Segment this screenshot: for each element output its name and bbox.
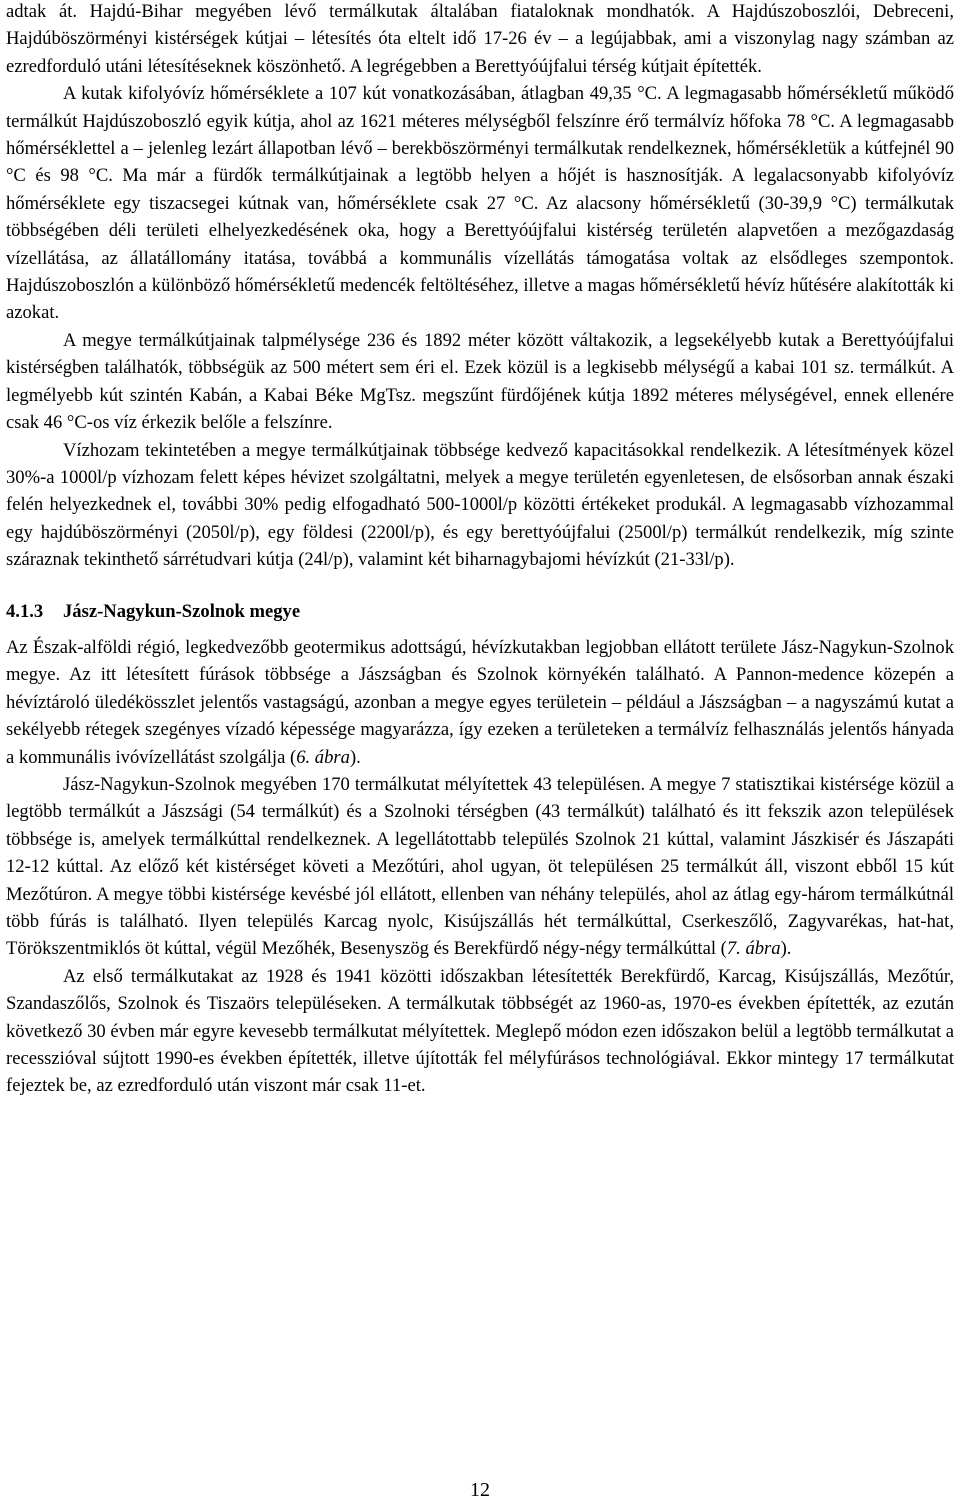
section-number: 4.1.3: [6, 600, 44, 622]
paragraph-text: adtak át. Hajdú-Bihar megyében lévő termálkutak általában fiataloknak mondhatók. A Hajdúszoboszlói, Debreceni, Hajdúböszörményi kistérségek kútjai – létesítés óta eltelt idő 17-26 év – a legújabbak, ami a viszonylag nagy számban az ezredforduló utáni létesítéseknek köszönhető. A legrégebben a Berettyóújfalui térség kútjait építették.: [6, 1, 954, 77]
paragraph: [6, 327, 954, 437]
paragraph: [6, 437, 954, 574]
paragraphs-after-heading: [6, 634, 954, 1100]
page-number: 12: [470, 1479, 490, 1501]
paragraph-text: Vízhozam tekintetében a megye termálkútjainak többsége kedvező kapacitásokkal rendelkezik. A létesítmények közel 30%-a 1000l/p vízhozam felett képes hévizet szolgáltatni, melyek a megye területén egyenletesen, de elsősorban annak északi felén helyezkednek el, további 30% pedig elfogadható 500-1000l/p közötti értékeket produkál. A legmagasabb vízhozammal egy hajdúböszörményi (2050l/p), egy földesi (2200l/p), és egy berettyóújfalui (2500l/p) termálkút rendelkezik, míg szinte száraznak tekinthető sárrétudvari kútja (24l/p), valamint két biharnagybajomi hévízkút (21-33l/p).: [6, 439, 954, 571]
paragraph-text: ).: [780, 938, 792, 960]
paragraph-text: ).: [349, 746, 361, 768]
paragraph-text: Jász-Nagykun-Szolnok megyében 170 termálkutat mélyítettek 43 településen. A megye 7 statisztikai kistérsége közül a legtöbb termálkút a Jászsági (54 termálkút) és a Szolnoki térségben (43 termálkút) található és itt fekszik azon települések többsége is, amelyek termálkúttal rendelkeznek. A legellátottabb település Szolnok 21 kúttal, valamint Jászkisér és Jászapáti 12-12 kúttal. Az előző két kistérséget követi a Mezőtúri, ahol ugyan, öt településen 25 termálkút áll, viszont ebből 15 kút Mezőtúron. A megye többi kistérsége kevésbé jól ellátott, ellenben van néhány település, ahol az átlag egy-három termálkútnál több fúrás is található. Ilyen település Karcag nyolc, Kisújszállás hét termálkúttal, Cserkeszőlő, Zagyvarékas, hat-hat, Törökszentmiklós öt kúttal, végül Mezőhék, Besenyszög és Berekfürdő négy-négy termálkúttal (: [6, 773, 954, 960]
section-title: Jász-Nagykun-Szolnok megye: [63, 600, 301, 622]
section-heading: [6, 598, 954, 625]
paragraph-text: A kutak kifolyóvíz hőmérséklete a 107 kút vonatkozásában, átlagban 49,35 °C. A legmagasabb hőmérsékletű működő termálkút Hajdúszoboszló egyik kútja, ahol az 1621 méteres mélységből felszínre érő termálvíz hőfoka 78 °C. A legmagasabb hőmérséklettel a – jelenleg lezárt állapotban lévő – berekböszörményi termálkutak rendelkeznek, hőmérsékletük a kútfejnél 90 °C és 98 °C. Ma már a fürdők termálkútjainak a legtöbb helyen a hőjét is hasznosítják. A legalacsonyabb kifolyóvíz hőmérséklete egy tiszacsegei kútnak van, hőmérséklete csak 27 °C. Az alacsony hőmérsékletű (30-39,9 °C) termálkutak többségében déli területi elhelyezkedésének oka, hogy a Berettyóújfalui kistérség területén alapvetően a mezőgazdaság vízellátása, az állatállomány itatása, továbbá a kommunális vízellátás támogatása voltak az elsődleges szempontok. Hajdúszoboszlón a különböző hőmérsékletű medencék feltöltéséhez, illetve a magas hőmérsékletű hévíz hűtésére alakították ki azokat.: [6, 83, 954, 324]
paragraph-text: Az Észak-alföldi régió, legkedvezőbb geotermikus adottságú, hévízkutakban legjobban ellátott területe Jász-Nagykun-Szolnok megye. Az itt létesített fúrások többsége a Jászságban és Szolnok környékén található. A Pannon-medence közepén a hévíztároló üledékösszlet jelentős vastagságú, azonban a megye egyes területein – például a Jászságban – a nagyszámú kutat a sekélyebb rétegek szegényes vízadó képessége magyarázza, így ezeken a területeken a termálvíz felhasználás jelentős hányada a kommunális ivóvízellátást szolgálja (: [6, 636, 954, 768]
figure-reference: 7. ábra: [726, 938, 781, 960]
figure-reference: 6. ábra: [296, 746, 350, 768]
paragraph: [6, 634, 954, 771]
document-body: [6, 0, 954, 1100]
paragraph-text: A megye termálkútjainak talpmélysége 236 és 1892 méter között váltakozik, a legsekélyebb kutak a Berettyóújfalui kistérségben találhatók, többségük az 500 métert sem éri el. Ezek közül is a legkisebb mélységű a kabai 101 sz. termálkút. A legmélyebb kút szintén Kabán, a Kabai Béke MgTsz. megszűnt fürdőjének kútja 1892 méteres mélységével, ennek ellenére csak 46 °C-os víz érkezik belőle a felszínre.: [6, 329, 954, 434]
paragraph-text: Az első termálkutakat az 1928 és 1941 közötti időszakban létesítették Berekfürdő, Karcag, Kisújszállás, Mezőtúr, Szandaszőlős, Szolnok és Tiszaörs településeken. A termálkutak többségét az 1960-as, 1970-es években építették, az ezután következő 30 évben már egyre kevesebb termálkutat mélyítettek. Meglepő módon ezen időszakon belül a legtöbb termálkutat a recesszióval sújtott 1990-es években építették, illetve újították fel mélyfúrásos technológiával. Ekkor mintegy 17 termálkutat fejeztek be, az ezredforduló után viszont már csak 11-et.: [6, 965, 954, 1097]
paragraph: [6, 771, 954, 963]
paragraph: [6, 0, 954, 80]
paragraph: [6, 963, 954, 1100]
paragraph: [6, 80, 954, 327]
paragraphs-before-heading: [6, 0, 954, 574]
